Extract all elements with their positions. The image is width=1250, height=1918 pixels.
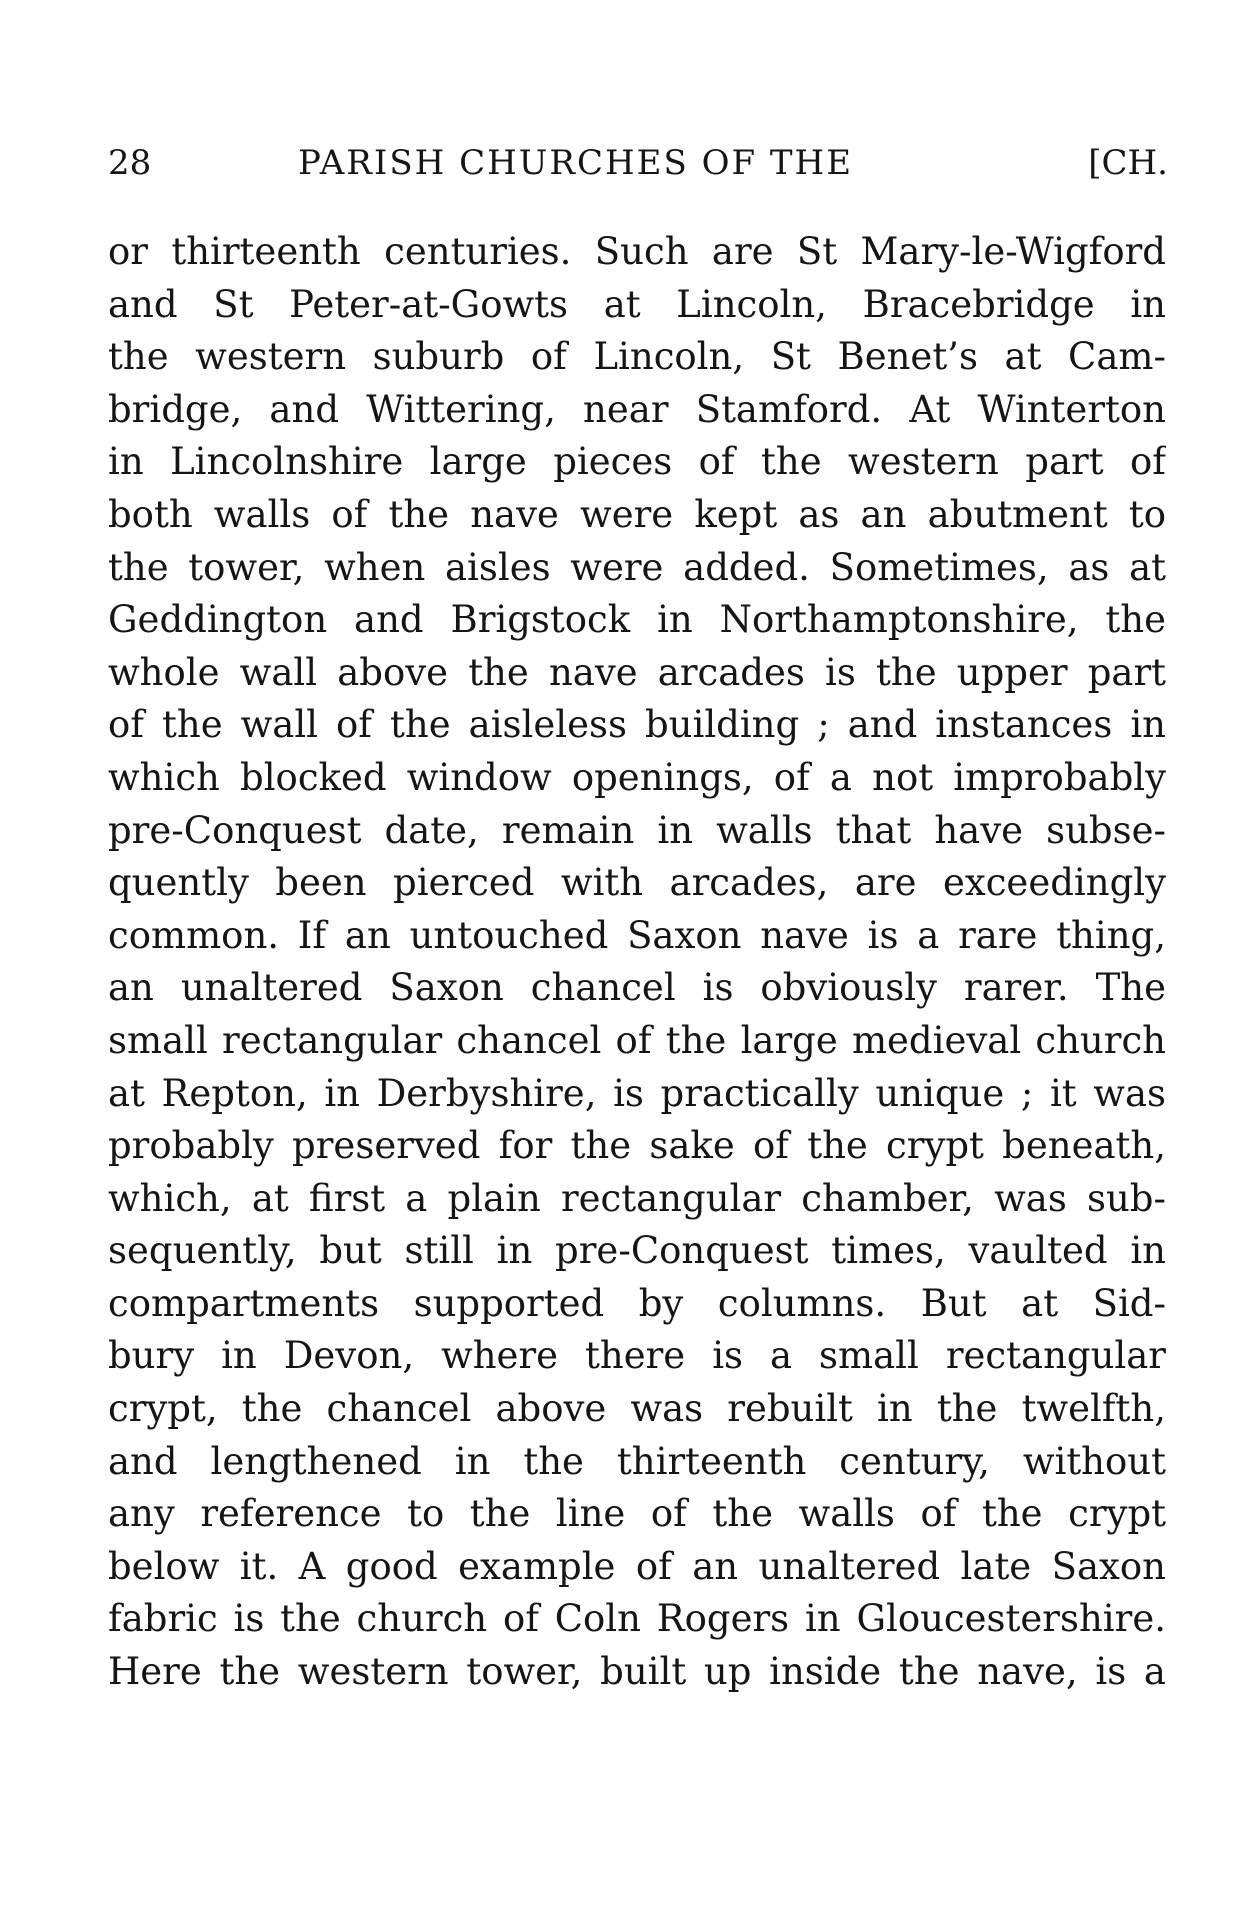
text-line: compartments supported by columns. But at Sid-	[108, 1281, 1166, 1325]
text-line: which, at first a plain rectangular chamber, was sub-	[108, 1176, 1166, 1220]
text-line: pre-Conquest date, remain in walls that have subse-	[108, 808, 1166, 852]
text-line: Here the western tower, built up inside the nave, is a	[108, 1650, 1166, 1694]
text-line: sequently, but still in pre-Conquest times, vaulted in	[108, 1229, 1166, 1273]
running-title: PARISH CHURCHES OF THE	[298, 143, 854, 183]
text-line: probably preserved for the sake of the crypt beneath,	[108, 1124, 1166, 1168]
page-number: 28	[108, 143, 152, 183]
text-line: of the wall of the aisleless building ; and instances in	[108, 703, 1166, 747]
text-line: fabric is the church of Coln Rogers in Gloucestershire.	[108, 1597, 1166, 1641]
text-line: whole wall above the nave arcades is the upper part	[108, 650, 1166, 694]
running-head	[108, 138, 1168, 188]
text-line: at Repton, in Derbyshire, is practically unique ; it was	[108, 1071, 1166, 1115]
text-line: below it. A good example of an unaltered late Saxon	[108, 1544, 1166, 1588]
text-line: bury in Devon, where there is a small rectangular	[108, 1334, 1166, 1378]
text-line: which blocked window openings, of a not improbably	[108, 755, 1166, 799]
text-line: any reference to the line of the walls of the crypt	[108, 1492, 1166, 1536]
text-line: Geddington and Brigstock in Northamptonshire, the	[108, 598, 1166, 642]
text-line: bridge, and Wittering, near Stamford. At Winterton	[108, 387, 1166, 431]
body-text	[108, 226, 1166, 1699]
text-line: both walls of the nave were kept as an abutment to	[108, 492, 1166, 536]
text-line: and lengthened in the thirteenth century, without	[108, 1439, 1166, 1483]
text-line: an unaltered Saxon chancel is obviously rarer. The	[108, 966, 1166, 1010]
text-line: in Lincolnshire large pieces of the western part of	[108, 440, 1166, 484]
text-line: small rectangular chancel of the large medieval church	[108, 1018, 1166, 1062]
chapter-mark: [CH.	[1088, 143, 1168, 183]
text-line: quently been pierced with arcades, are exceedingly	[108, 861, 1166, 905]
text-line: the tower, when aisles were added. Sometimes, as at	[108, 545, 1166, 589]
text-line: the western suburb of Lincoln, St Benet’s at Cam-	[108, 335, 1166, 379]
text-line: or thirteenth centuries. Such are St Mary-le-Wigford	[108, 230, 1166, 273]
text-line: crypt, the chancel above was rebuilt in the twelfth,	[108, 1387, 1166, 1431]
text-line: common. If an untouched Saxon nave is a rare thing,	[108, 913, 1166, 957]
text-line: and St Peter-at-Gowts at Lincoln, Bracebridge in	[108, 282, 1166, 326]
